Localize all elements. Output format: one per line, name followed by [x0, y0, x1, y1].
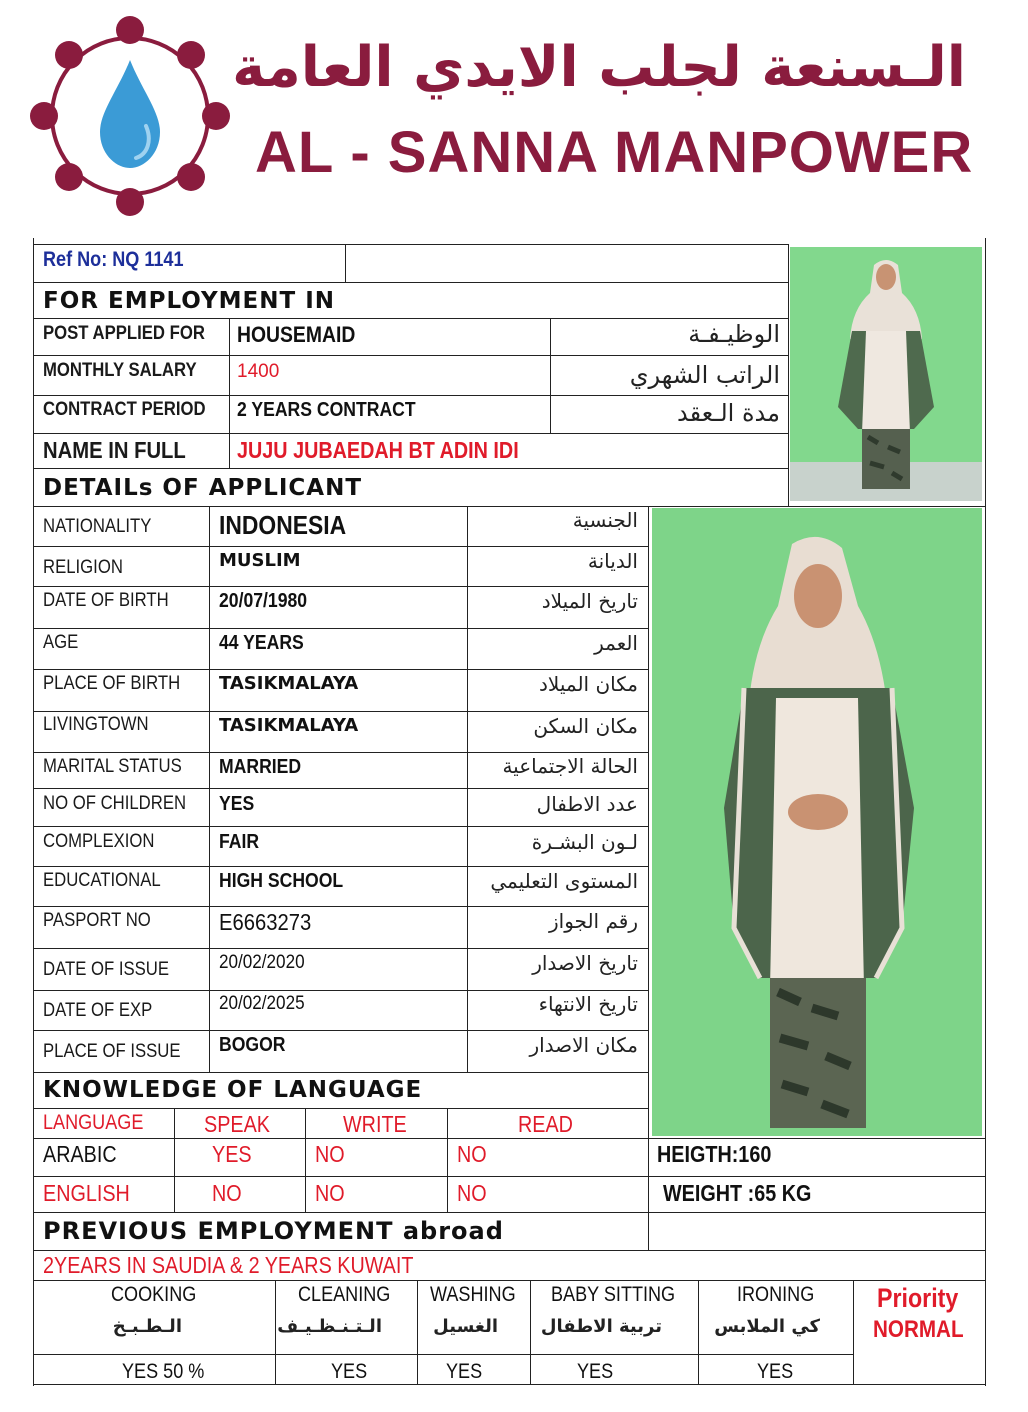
- company-logo: [30, 8, 230, 218]
- language-read: NO: [457, 1180, 487, 1206]
- height-value: HEIGTH:160: [657, 1141, 772, 1167]
- monthly-salary-value: 1400: [237, 361, 280, 382]
- detail-value: INDONESIA: [219, 510, 347, 540]
- detail-label: NO OF CHILDREN: [43, 793, 187, 814]
- skill-name: CLEANING: [298, 1283, 391, 1306]
- skill-name: IRONING: [737, 1283, 815, 1306]
- language-speak: YES: [212, 1141, 252, 1167]
- full-name-value: JUJU JUBAEDAH BT ADIN IDI: [237, 437, 519, 463]
- detail-label: DATE OF BIRTH: [43, 590, 169, 611]
- reference-number: Ref No: NQ 1141: [43, 248, 184, 271]
- weight-value: WEIGHT :65 KG: [663, 1180, 812, 1206]
- detail-label: EDUCATIONAL: [43, 870, 161, 891]
- detail-value: TASIKMALAYA: [219, 715, 359, 736]
- detail-arabic: مكان الميلاد: [539, 672, 638, 696]
- monthly-salary-label: MONTHLY SALARY: [43, 360, 197, 381]
- section-language-title: KNOWLEDGE OF LANGUAGE: [43, 1077, 423, 1103]
- skill-arabic: الغسيل: [433, 1316, 498, 1337]
- language-header: LANGUAGE: [43, 1111, 144, 1134]
- write-header: WRITE: [343, 1111, 407, 1137]
- detail-arabic: مكان الاصدار: [529, 1033, 638, 1057]
- detail-value: YES: [219, 793, 255, 815]
- language-name: ARABIC: [43, 1141, 117, 1167]
- company-arabic-name: الـسنعة لجلب الايدي العامة: [232, 35, 966, 100]
- contract-period-label: CONTRACT PERIOD: [43, 399, 206, 420]
- previous-employment-value: 2YEARS IN SAUDIA & 2 YEARS KUWAIT: [43, 1252, 414, 1278]
- detail-arabic: المستوى التعليمي: [490, 869, 638, 893]
- skill-value: YES: [577, 1360, 614, 1383]
- speak-header: SPEAK: [204, 1111, 270, 1137]
- read-header: READ: [518, 1111, 573, 1137]
- language-read: NO: [457, 1141, 487, 1167]
- section-previous-title: PREVIOUS EMPLOYMENT abroad: [43, 1217, 504, 1245]
- priority-value: NORMAL: [873, 1316, 964, 1343]
- detail-label: RELIGION: [43, 557, 123, 578]
- detail-arabic: العمر: [594, 631, 638, 655]
- language-write: NO: [315, 1180, 345, 1206]
- detail-value: TASIKMALAYA: [219, 673, 359, 694]
- detail-arabic: رقم الجواز: [549, 909, 638, 933]
- detail-value: 20/07/1980: [219, 590, 308, 612]
- language-speak: NO: [212, 1180, 242, 1206]
- detail-label: AGE: [43, 632, 79, 653]
- post-applied-value: HOUSEMAID: [237, 322, 356, 347]
- skill-arabic: الـتـنـظـيـف: [277, 1316, 382, 1337]
- skill-value: YES: [331, 1360, 368, 1383]
- skill-value: YES 50 %: [122, 1360, 205, 1383]
- detail-label: LIVINGTOWN: [43, 714, 149, 735]
- monthly-salary-arabic: الراتب الشهري: [629, 361, 780, 389]
- detail-label: DATE OF ISSUE: [43, 959, 170, 980]
- detail-value: MUSLIM: [219, 550, 301, 571]
- applicant-full-body-photo-small: [790, 247, 982, 501]
- detail-value: MARRIED: [219, 756, 302, 778]
- skill-value: YES: [446, 1360, 483, 1383]
- language-name: ENGLISH: [43, 1180, 130, 1206]
- full-name-label: NAME IN FULL: [43, 437, 186, 463]
- priority-label: Priority: [877, 1283, 959, 1313]
- detail-value: BOGOR: [219, 1034, 286, 1056]
- post-applied-arabic: الوظيـفـة: [688, 320, 780, 348]
- detail-value: 20/02/2025: [219, 993, 305, 1014]
- detail-arabic: تاريخ الاصدار: [532, 951, 638, 975]
- detail-label: COMPLEXION: [43, 831, 155, 852]
- skill-arabic: تربية الاطفال: [540, 1316, 662, 1337]
- skill-value: YES: [757, 1360, 794, 1383]
- detail-value: E6663273: [219, 909, 312, 935]
- post-applied-label: POST APPLIED FOR: [43, 323, 205, 344]
- detail-label: PLACE OF BIRTH: [43, 673, 181, 694]
- skill-arabic: كي الملابس: [714, 1316, 820, 1337]
- detail-value: HIGH SCHOOL: [219, 870, 344, 892]
- detail-arabic: تاريخ الانتهاء: [538, 992, 638, 1016]
- contract-period-arabic: مدة الـعقد: [677, 399, 780, 427]
- detail-label: PLACE OF ISSUE: [43, 1041, 181, 1062]
- detail-arabic: الديانة: [587, 549, 638, 573]
- contract-period-value: 2 YEARS CONTRACT: [237, 399, 416, 421]
- section-employment-title: FOR EMPLOYMENT IN: [43, 288, 336, 314]
- detail-value: 20/02/2020: [219, 952, 305, 973]
- company-english-name: AL - SANNA MANPOWER: [255, 120, 974, 185]
- detail-arabic: تاريخ الميلاد: [541, 589, 638, 613]
- skill-name: WASHING: [430, 1283, 516, 1306]
- detail-arabic: عدد الاطفال: [536, 792, 638, 816]
- detail-label: NATIONALITY: [43, 516, 152, 537]
- detail-label: PASPORT NO: [43, 910, 151, 931]
- skill-name: COOKING: [111, 1283, 197, 1306]
- detail-label: DATE OF EXP: [43, 1000, 153, 1021]
- detail-arabic: الحالة الاجتماعية: [502, 754, 638, 778]
- detail-arabic: لـون البشـرة: [531, 830, 638, 854]
- detail-value: FAIR: [219, 831, 260, 853]
- detail-label: MARITAL STATUS: [43, 756, 182, 777]
- detail-arabic: مكان السكن: [533, 714, 638, 738]
- section-details-title: DETAILs OF APPLICANT: [43, 475, 363, 501]
- language-write: NO: [315, 1141, 345, 1167]
- skill-name: BABY SITTING: [551, 1283, 676, 1306]
- detail-value: 44 YEARS: [219, 632, 304, 654]
- applicant-full-body-photo-large: [652, 508, 982, 1136]
- skill-arabic: الـطـبـخ: [112, 1316, 182, 1337]
- detail-arabic: الجنسية: [572, 508, 638, 532]
